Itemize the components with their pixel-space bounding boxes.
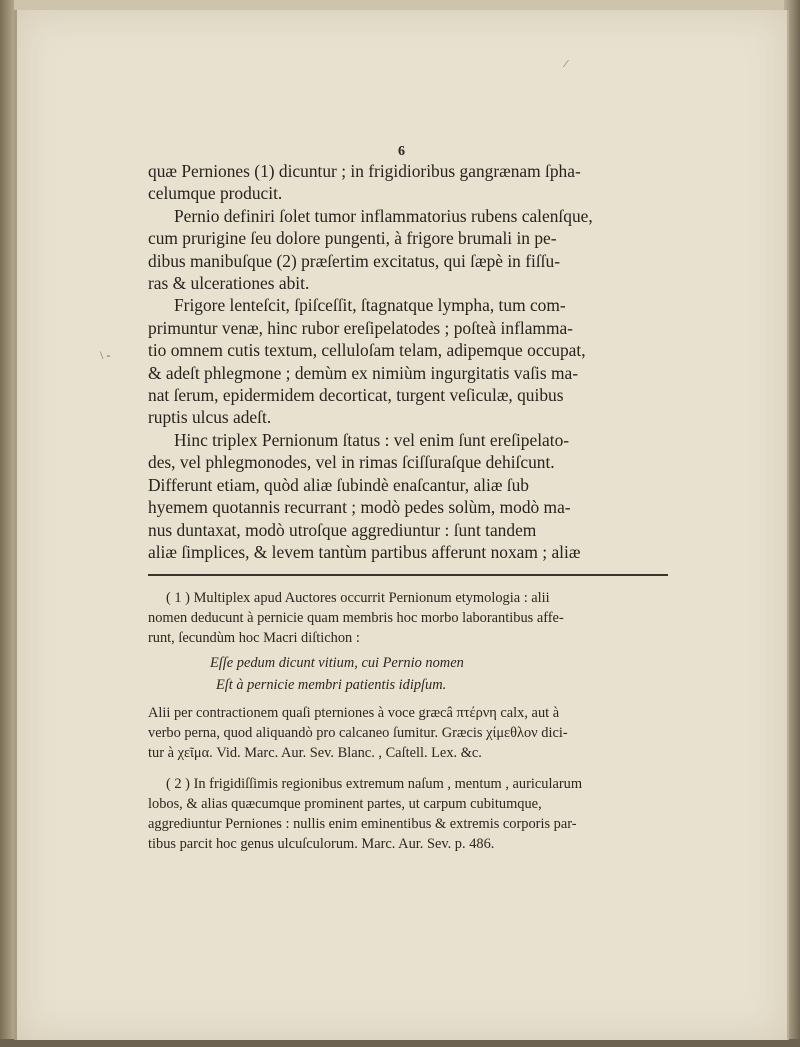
book-edge-bottom xyxy=(0,1039,800,1047)
main-text xyxy=(148,160,668,563)
text-line: & adeſt phlegmone ; demùm ex nimiùm ingurgitatis vaſis ma- xyxy=(148,362,579,383)
footnote-line: tur à χεῖμα. Vid. Marc. Aur. Sev. Blanc. , Caſtell. Lex. &c. xyxy=(148,745,482,762)
verse-line: Eſſe pedum dicunt vitium, cui Pernio nomen xyxy=(210,654,464,671)
footnotes xyxy=(148,588,668,854)
text-line: Differunt etiam, quòd aliæ ſubindè enaſcantur, aliæ ſub xyxy=(148,474,529,495)
text-line: aliæ ſimplices, & levem tantùm partibus afferunt noxam ; aliæ xyxy=(148,541,581,562)
text-line: primuntur venæ, hinc rubor ereſipelatodes ; poſteà inflamma- xyxy=(148,317,573,338)
footnote-line: Alii per contractionem quaſi pterniones à voce græcâ πτέρνη calx, aut à xyxy=(148,705,560,722)
footnote-rule xyxy=(148,574,668,576)
text-line: des, vel phlegmonodes, vel in rimas ſciſſuraſque dehiſcunt. xyxy=(148,452,555,473)
text-line: dibus manibuſque (2) præſertim excitatus, qui ſæpè in fiſſu- xyxy=(148,250,560,271)
verse-line: Eſt à pernicie membri patientis idipſum. xyxy=(216,676,447,693)
text-line: Frigore lenteſcit, ſpiſceſſit, ſtagnatque lympha, tum com- xyxy=(174,295,566,316)
text-line: nus duntaxat, modò utroſque aggrediuntur : ſunt tandem xyxy=(148,519,537,540)
footnote-line: lobos, & alias quæcumque prominent partes, ut carpum cubitumque, xyxy=(148,795,542,812)
text-line: hyemem quotannis recurrant ; modò pedes solùm, modò ma- xyxy=(148,497,571,518)
text-line: cum prurigine ſeu dolore pungenti, à frigore brumali in pe- xyxy=(148,228,557,249)
text-line: celumque producit. xyxy=(148,183,283,204)
text-line: ras & ulcerationes abit. xyxy=(148,273,310,294)
ink-speck: ⁄ xyxy=(565,58,567,70)
page-number: 6 xyxy=(398,144,405,159)
footnote-line: aggrediuntur Perniones : nullis enim eminentibus & extremis corporis par- xyxy=(148,816,577,833)
footnote-line: ( 2 ) In frigidiſſimis regionibus extremum naſum , mentum , auricularum xyxy=(166,775,583,792)
footnote-line: tibus parcit hoc genus ulcuſculorum. Marc. Aur. Sev. p. 486. xyxy=(148,836,495,853)
footnote-line: ( 1 ) Multiplex apud Auctores occurrit Pernionum etymologia : alii xyxy=(166,590,550,606)
text-line: ruptis ulcus adeſt. xyxy=(148,407,272,428)
book-gutter-left xyxy=(0,0,14,1047)
text-line: quæ Perniones (1) dicuntur ; in frigidioribus gangrænam ſpha- xyxy=(148,161,581,181)
text-line: Pernio definiri ſolet tumor inflammatorius rubens calenſque, xyxy=(174,205,593,226)
text-line: nat ſerum, epidermidem decorticat, turgent veſiculæ, quibus xyxy=(148,385,564,406)
text-line: tio omnem cutis textum, celluloſam telam, adipemque occupat, xyxy=(148,340,586,361)
footnote-line: verbo perna, quod aliquandò pro calcaneo ſumitur. Græcis χίμεθλον dici- xyxy=(148,725,568,742)
text-line: Hinc triplex Pernionum ſtatus : vel enim ſunt ereſipelato- xyxy=(174,429,570,450)
footnote-line: runt, ſecundùm hoc Macri diſtichon : xyxy=(148,630,360,647)
footnote-line: nomen deducunt à pernicie quam membris hoc morbo laborantibus affe- xyxy=(148,610,564,627)
margin-mark: \ - xyxy=(100,348,111,362)
